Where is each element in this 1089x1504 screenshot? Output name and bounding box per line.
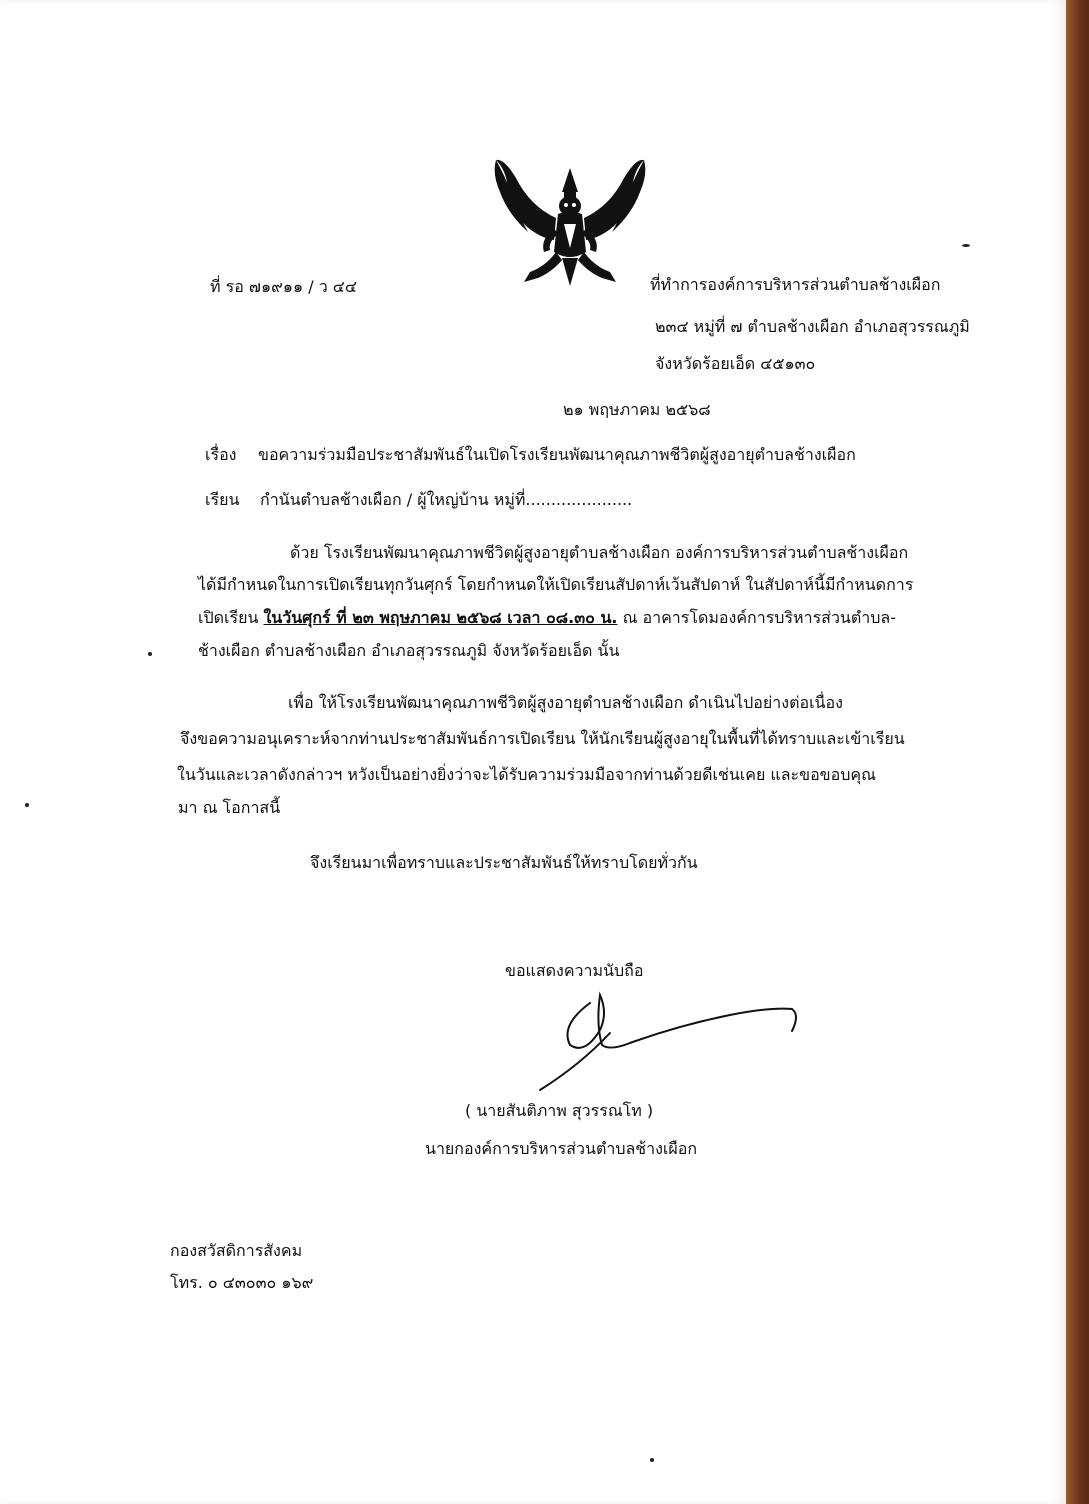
sender-address-line-1: ที่ทำการองค์การบริหารส่วนตำบลช้างเผือก [650,275,941,294]
signature-salutation: ขอแสดงความนับถือ [505,961,644,980]
recipient-text: กำนันตำบลช้างเผือก / ผู้ใหญ่บ้าน หมู่ที่..................... [260,490,633,509]
para2-line-1: เพื่อ ให้โรงเรียนพัฒนาคุณภาพชีวิตผู้สูงอายุตำบลช้างเผือก ดำเนินไปอย่างต่อเนื่อง [288,693,843,712]
scan-speck [25,803,29,807]
para1-line-2: ได้มีกำหนดในการเปิดเรียนทุกวันศุกร์ โดยกำหนดให้เปิดเรียนสัปดาห์เว้นสัปดาห์ ในสัปดาห์นี้มีกำหนดการ [198,575,914,594]
para1-line-3-post: ณ อาคารโดมองค์การบริหารส่วนตำบล- [622,608,896,627]
para1-line-1: ด้วย โรงเรียนพัฒนาคุณภาพชีวิตผู้สูงอายุตำบลช้างเผือก องค์การบริหารส่วนตำบลช้างเผือก [290,543,909,562]
subject-text: ขอความร่วมมือประชาสัมพันธ์ในเปิดโรงเรียนพัฒนาคุณภาพชีวิตผู้สูงอายุตำบลช้างเผือก [258,445,856,464]
signatory-name: ( นายสันติภาพ สุวรรณโท ) [465,1101,654,1120]
sender-address-line-2: ๒๓๔ หมู่ที่ ๗ ตำบลช้างเผือก อำเภอสุวรรณภูมิ [655,317,970,336]
para1-line-3-pre: เปิดเรียน [198,608,259,627]
event-date-time: ในวันศุกร์ ที่ ๒๓ พฤษภาคม ๒๕๖๘ เวลา ๐๘.๓๐ น. [263,608,618,627]
sender-address-line-3: จังหวัดร้อยเอ็ด ๔๕๑๓๐ [655,354,816,373]
reference-number: ที่ รอ ๗๑๙๑๑ / ว ๔๔ [210,277,357,296]
recipient-label: เรียน [205,490,240,509]
scan-speck [650,1458,654,1462]
department-phone: โทร. ๐ ๔๓๐๓๐ ๑๖๙ [170,1273,314,1292]
table-edge [1066,0,1089,1504]
handwritten-signature [530,985,830,1095]
scan-speck [148,652,152,656]
para1-line-3 [198,607,896,629]
para2-line-4: มา ณ โอกาสนี้ [178,798,281,817]
para2-line-3: ในวันและเวลาดังกล่าวฯ หวังเป็นอย่างยิ่งว่าจะได้รับความร่วมมือจากท่านด้วยดีเช่นเคย และขอขอบคุณ [177,765,876,784]
para1-line-4: ช้างเผือก ตำบลช้างเผือก อำเภอสุวรรณภูมิ จังหวัดร้อยเอ็ด นั้น [198,641,620,660]
scan-speck [962,244,970,247]
department-name: กองสวัสดิการสังคม [170,1241,303,1260]
para2-line-2: จึงขอความอนุเคราะห์จากท่านประชาสัมพันธ์การเปิดเรียน ให้นักเรียนผู้สูงอายุในพื้นที่ได้ทราบและเข้าเรียน [180,729,905,748]
subject-label: เรื่อง [205,445,237,464]
letter-date: ๒๑ พฤษภาคม ๒๕๖๘ [563,400,711,419]
closing-paragraph: จึงเรียนมาเพื่อทราบและประชาสัมพันธ์ให้ทราบโดยทั่วกัน [310,853,698,872]
signatory-position: นายกองค์การบริหารส่วนตำบลช้างเผือก [425,1139,698,1158]
garuda-emblem-icon [490,148,650,290]
